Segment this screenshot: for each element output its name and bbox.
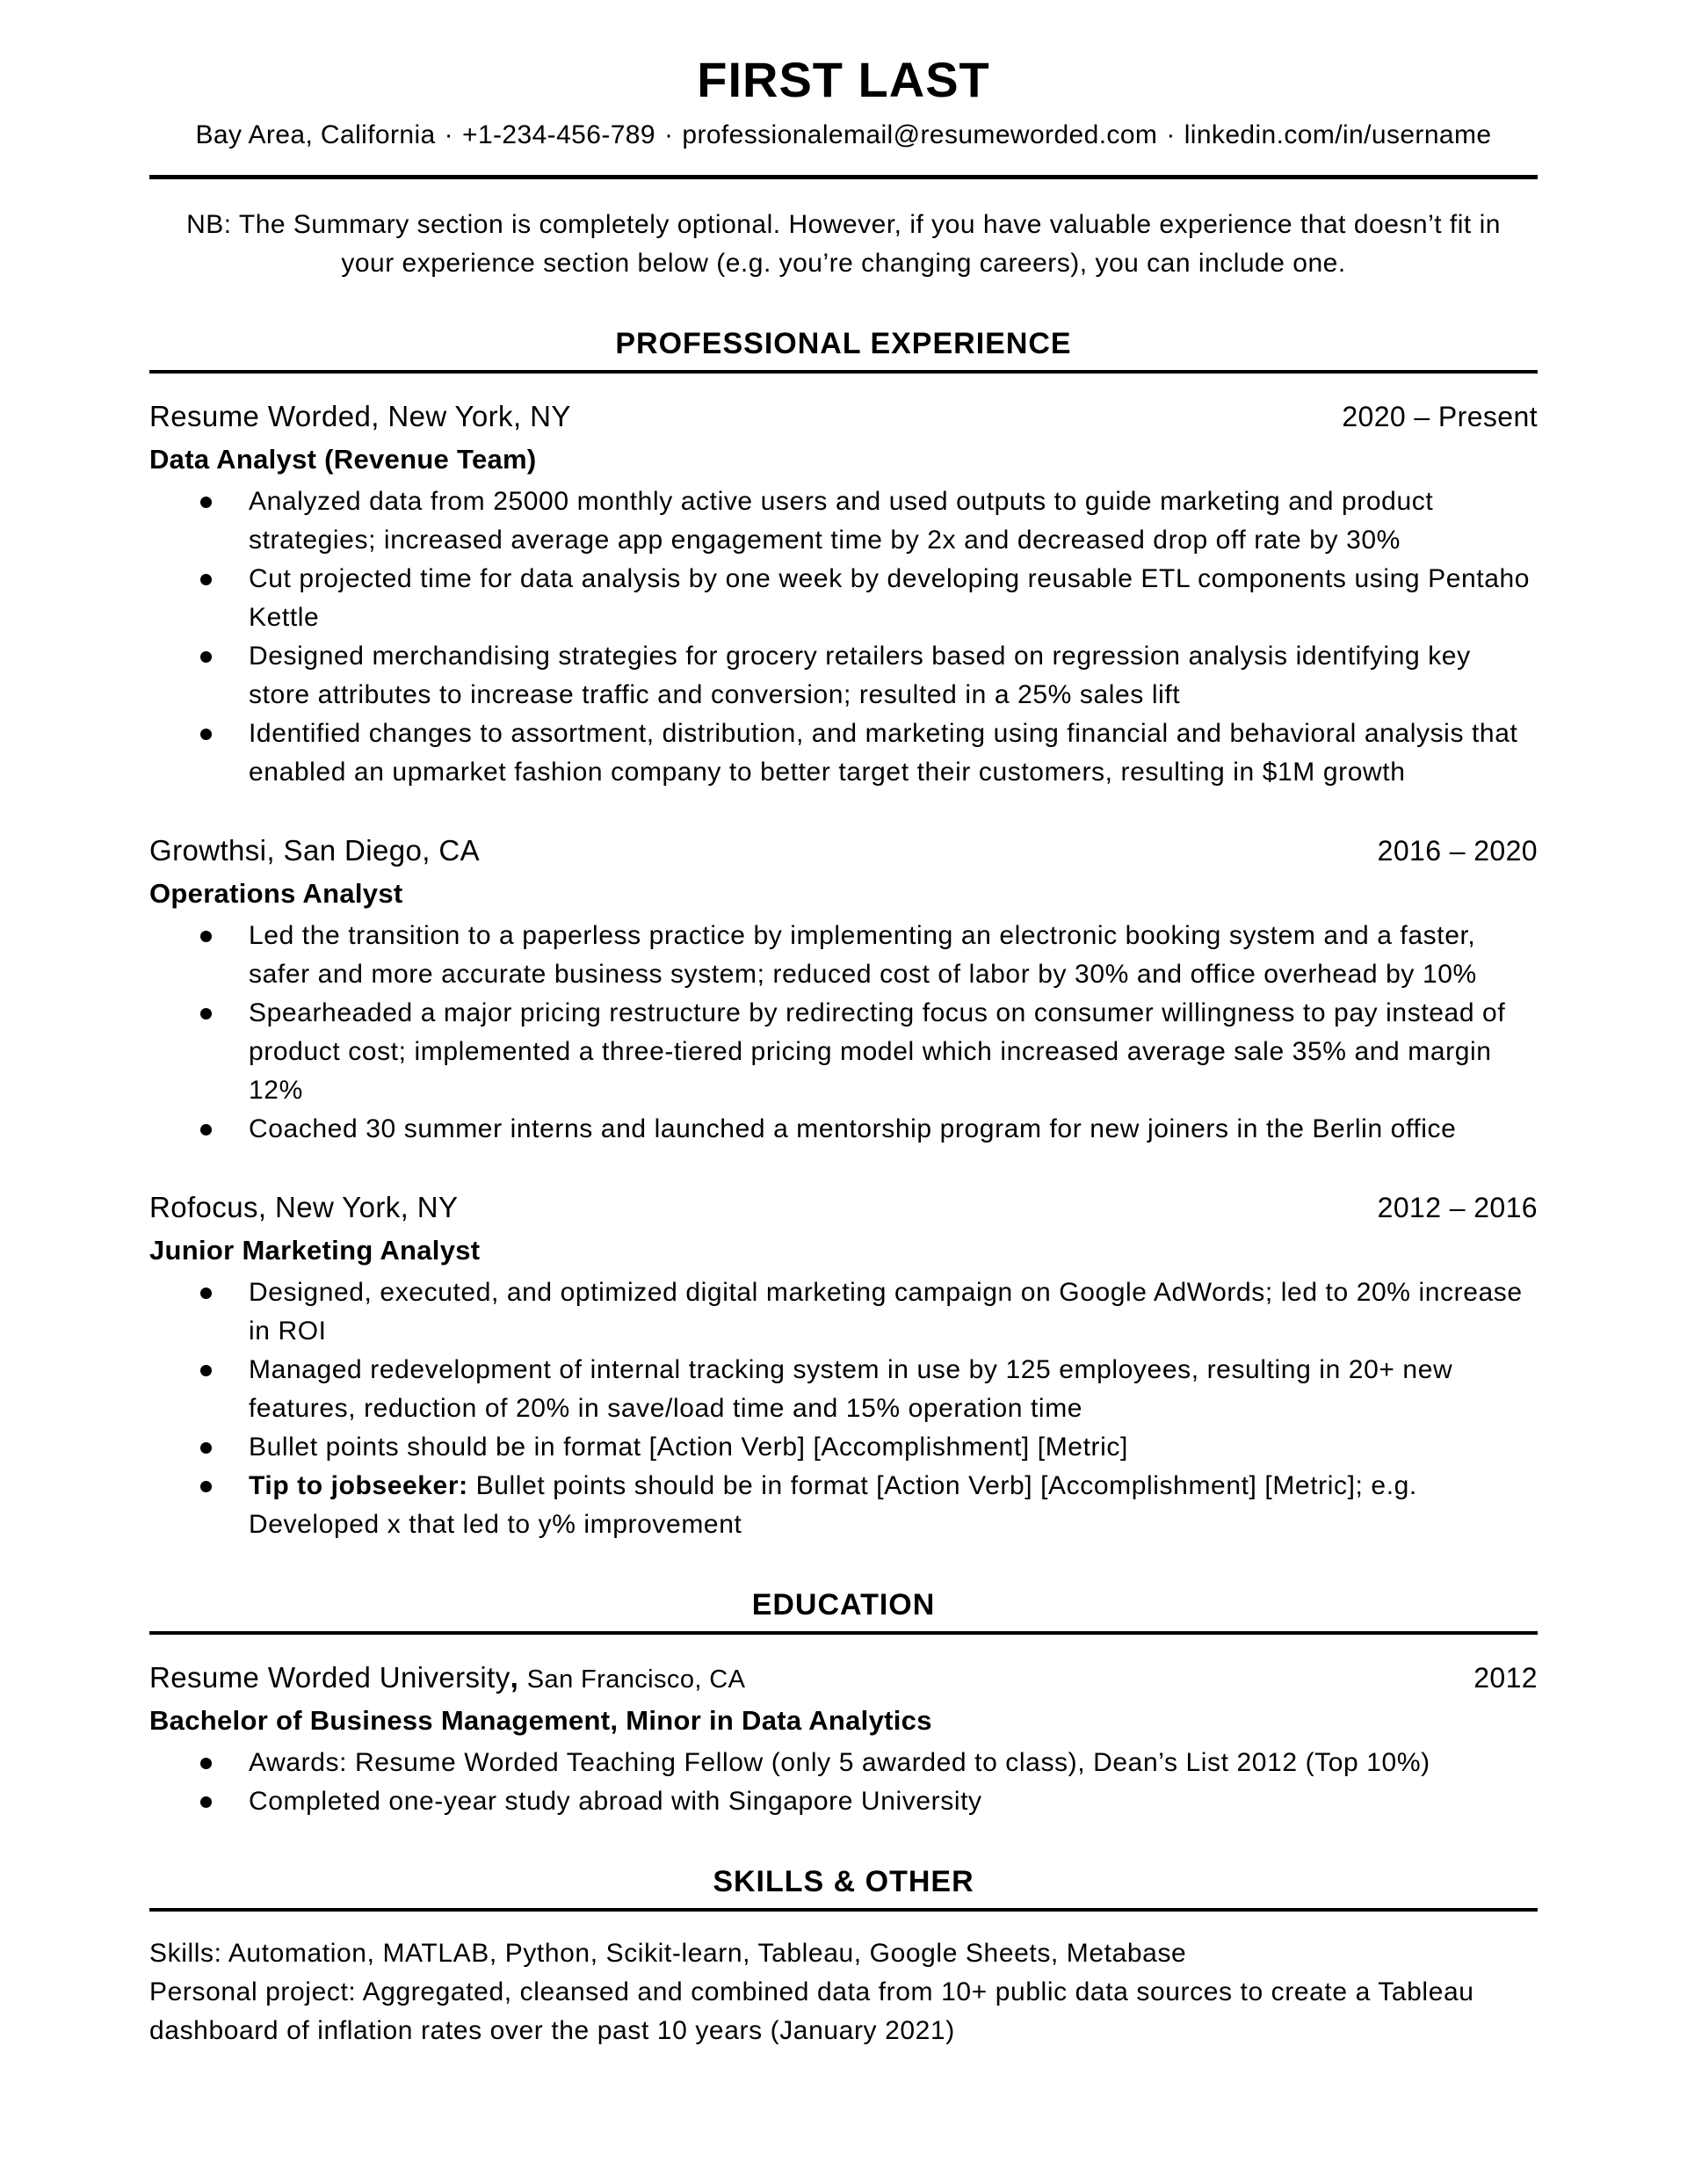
contact-phone: +1-234-456-789 bbox=[462, 120, 655, 149]
education-dates: 2012 bbox=[1473, 1662, 1538, 1694]
education-location: San Francisco, CA bbox=[526, 1665, 746, 1694]
job-bullet: Managed redevelopment of internal tracking system in use by 125 employees, resulting in 20+ new features, reduction of 20% in save/load time and 15% operation time bbox=[149, 1351, 1538, 1428]
section-title-experience: PROFESSIONAL EXPERIENCE bbox=[615, 327, 1072, 360]
summary-note: NB: The Summary section is completely optional. However, if you have valuable experience that doesn’t fit in your experience section below (e.g. you’re changing careers), you can include one. bbox=[186, 210, 1501, 278]
skills-section bbox=[149, 1934, 1538, 2050]
skills-divider bbox=[149, 1908, 1538, 1912]
contact-location: Bay Area, California bbox=[195, 120, 436, 149]
job-bullet: Designed merchandising strategies for grocery retailers based on regression analysis identifying key store attributes to increase traffic and conversion; resulted in a 25% sales lift bbox=[149, 637, 1538, 715]
job-bullet: Identified changes to assortment, distribution, and marketing using financial and behavioral analysis that enabled an upmarket fashion company to better target their customers, resulting in $1M growth bbox=[149, 715, 1538, 792]
job-bullet: Cut projected time for data analysis by one week by developing reusable ETL components using Pentaho Kettle bbox=[149, 560, 1538, 637]
candidate-name: FIRST LAST bbox=[697, 52, 990, 107]
experience-divider bbox=[149, 370, 1538, 374]
job-bullet-tip bbox=[149, 1467, 1538, 1544]
education-degree: Bachelor of Business Management, Minor in Data Analytics bbox=[149, 1705, 932, 1736]
contact-line bbox=[149, 120, 1538, 150]
education-school: Resume Worded University bbox=[149, 1661, 510, 1694]
personal-project-line: Personal project: Aggregated, cleansed and combined data from 10+ public data sources to create a Tableau dashboard of inflation rates over the past 10 years (January 2021) bbox=[149, 1977, 1474, 2045]
education-section bbox=[149, 1661, 1538, 1821]
education-school-line bbox=[149, 1661, 745, 1694]
contact-separator: · bbox=[663, 120, 674, 149]
job-bullet: Spearheaded a major pricing restructure by redirecting focus on consumer willingness to pay instead of product cost; implemented a three-tiered pricing model which increased average sale 35% and margin 12% bbox=[149, 994, 1538, 1110]
job-header bbox=[149, 834, 1538, 867]
job-bullet: Led the transition to a paperless practice by implementing an electronic booking system and a faster, safer and more accurate business system; reduced cost of labor by 30% and office overhead by 10% bbox=[149, 917, 1538, 994]
contact-separator: · bbox=[444, 120, 454, 149]
job-role: Operations Analyst bbox=[149, 878, 403, 909]
job-company: Resume Worded, New York, NY bbox=[149, 400, 571, 432]
education-school-comma: , bbox=[510, 1661, 519, 1694]
job-role: Junior Marketing Analyst bbox=[149, 1235, 481, 1266]
job-header bbox=[149, 400, 1538, 433]
education-header bbox=[149, 1661, 1538, 1694]
job-bullet-list bbox=[149, 917, 1538, 1149]
job-bullet: Bullet points should be in format [Action Verb] [Accomplishment] [Metric] bbox=[149, 1428, 1538, 1467]
job-dates: 2020 – Present bbox=[1342, 401, 1538, 432]
job-bullet-list bbox=[149, 1273, 1538, 1544]
job-role: Data Analyst (Revenue Team) bbox=[149, 444, 537, 475]
experience-section bbox=[149, 400, 1538, 1544]
job-bullet: Analyzed data from 25000 monthly active users and used outputs to guide marketing and product strategies; increased average app engagement time by 2x and decreased drop off rate by 30% bbox=[149, 483, 1538, 560]
education-bullet-list bbox=[149, 1744, 1538, 1821]
contact-email: professionalemail@resumeworded.com bbox=[682, 120, 1158, 149]
job-company: Rofocus, New York, NY bbox=[149, 1191, 459, 1223]
job-bullet-list bbox=[149, 483, 1538, 792]
section-title-education: EDUCATION bbox=[751, 1588, 936, 1622]
job-dates: 2016 – 2020 bbox=[1377, 835, 1538, 867]
contact-separator: · bbox=[1166, 120, 1176, 149]
job-entry bbox=[149, 400, 1538, 792]
skills-line: Skills: Automation, MATLAB, Python, Scikit-learn, Tableau, Google Sheets, Metabase bbox=[149, 1939, 1187, 1968]
job-entry bbox=[149, 1191, 1538, 1544]
education-divider bbox=[149, 1631, 1538, 1635]
education-bullet: Completed one-year study abroad with Singapore University bbox=[149, 1782, 1538, 1821]
education-bullet: Awards: Resume Worded Teaching Fellow (only 5 awarded to class), Dean’s List 2012 (Top 10%) bbox=[149, 1744, 1538, 1782]
job-bullet: Coached 30 summer interns and launched a mentorship program for new joiners in the Berlin office bbox=[149, 1110, 1538, 1149]
job-entry bbox=[149, 834, 1538, 1149]
job-company: Growthsi, San Diego, CA bbox=[149, 834, 481, 867]
tip-text: Bullet points should be in format [Action Verb] [Accomplishment] [Metric]; e.g. Developed x that led to y% improvement bbox=[249, 1471, 1417, 1539]
tip-lead: Tip to jobseeker: bbox=[249, 1471, 468, 1500]
job-dates: 2012 – 2016 bbox=[1377, 1192, 1538, 1223]
header-divider bbox=[149, 175, 1538, 179]
section-title-skills: SKILLS & OTHER bbox=[713, 1865, 974, 1898]
job-header bbox=[149, 1191, 1538, 1224]
contact-linkedin: linkedin.com/in/username bbox=[1184, 120, 1492, 149]
job-bullet: Designed, executed, and optimized digital marketing campaign on Google AdWords; led to 20% increase in ROI bbox=[149, 1273, 1538, 1351]
